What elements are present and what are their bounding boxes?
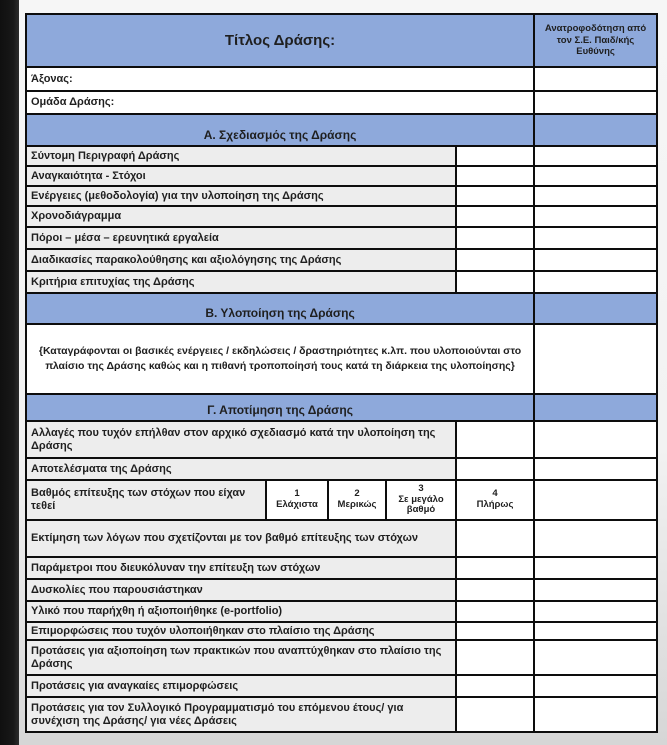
rating-value: 3 xyxy=(418,482,424,494)
table-row xyxy=(26,206,657,227)
input-cell xyxy=(456,640,534,675)
row-label: Προτάσεις για τον Συλλογικό Προγραμματισμό του επόμενου έτους/ για συνέχιση της Δράσης/ για νέες Δράσεις xyxy=(26,697,456,732)
input-cell xyxy=(456,227,534,249)
table-row xyxy=(26,458,657,480)
row-label: Αποτελέσματα της Δράσης xyxy=(26,458,456,480)
input-cell xyxy=(456,601,534,622)
feedback-cell xyxy=(534,520,657,557)
rating-label: Βαθμός επίτευξης των στόχων που είχαν τεθεί xyxy=(26,480,266,520)
info-row-team xyxy=(26,91,657,114)
input-cell xyxy=(456,271,534,293)
table-row xyxy=(26,166,657,186)
input-cell xyxy=(456,186,534,206)
feedback-cell xyxy=(534,114,657,146)
table-row xyxy=(26,675,657,697)
row-label: Αναγκαιότητα - Στόχοι xyxy=(26,166,456,186)
section-c-header-row xyxy=(26,394,657,421)
input-cell xyxy=(456,520,534,557)
input-cell xyxy=(456,249,534,271)
input-cell xyxy=(456,557,534,579)
feedback-cell xyxy=(534,166,657,186)
row-label: Πόροι – μέσα – ερευνητικά εργαλεία xyxy=(26,227,456,249)
feedback-cell xyxy=(534,249,657,271)
table-row xyxy=(26,601,657,622)
rating-option-2 xyxy=(328,480,386,520)
feedback-cell xyxy=(534,421,657,458)
table-row xyxy=(26,421,657,458)
input-cell xyxy=(456,421,534,458)
input-cell xyxy=(456,458,534,480)
feedback-cell xyxy=(534,227,657,249)
feedback-column-header: Ανατροφοδότηση από τον Σ.Ε. Παιδ/κής Ευθύνης xyxy=(534,14,657,67)
table-row xyxy=(26,579,657,601)
feedback-cell xyxy=(534,186,657,206)
form-title: Τίτλος Δράσης: xyxy=(26,14,534,67)
feedback-cell xyxy=(534,67,657,91)
feedback-cell xyxy=(534,579,657,601)
row-label: Προτάσεις για αξιοποίηση των πρακτικών που αναπτύχθηκαν στο πλαίσιο της Δράσης xyxy=(26,640,456,675)
rating-caption: Πλήρως xyxy=(476,499,514,510)
title-row xyxy=(26,14,657,67)
input-cell xyxy=(456,622,534,640)
row-label: Κριτήρια επιτυχίας της Δράσης xyxy=(26,271,456,293)
row-label: Επιμορφώσεις που τυχόν υλοποιήθηκαν στο πλαίσιο της Δράσης xyxy=(26,622,456,640)
input-cell xyxy=(456,675,534,697)
input-cell xyxy=(456,697,534,732)
row-label: Χρονοδιάγραμμα xyxy=(26,206,456,227)
row-label: Ενέργειες (μεθοδολογία) για την υλοποίηση της Δράσης xyxy=(26,186,456,206)
row-label: Ομάδα Δράσης: xyxy=(26,91,534,114)
row-label: Υλικό που παρήχθη ή αξιοποιήθηκε (e-portfolio) xyxy=(26,601,456,622)
rating-option-3 xyxy=(386,480,456,520)
table-row xyxy=(26,557,657,579)
table-row xyxy=(26,271,657,293)
section-b-note: {Καταγράφονται οι βασικές ενέργειες / εκδηλώσεις / δραστηριότητες κ.λπ. που υλοποιούνται στο πλαίσιο της Δράσης καθώς και η πιθανή τροποποίησή τους κατά τη διάρκεια της υλοποίησης} xyxy=(26,324,534,394)
rating-row xyxy=(26,480,657,520)
rating-value: 4 xyxy=(492,488,498,500)
feedback-cell xyxy=(534,271,657,293)
input-cell xyxy=(456,206,534,227)
feedback-cell xyxy=(534,394,657,421)
rating-caption: Σε μεγάλο βαθμό xyxy=(398,493,444,516)
feedback-cell xyxy=(534,458,657,480)
feedback-cell xyxy=(534,697,657,732)
section-c-title: Γ. Αποτίμηση της Δράσης xyxy=(26,394,534,421)
rating-option-4 xyxy=(456,480,534,520)
input-cell xyxy=(456,166,534,186)
table-row xyxy=(26,697,657,732)
input-cell xyxy=(456,146,534,166)
table-row xyxy=(26,146,657,166)
scan-edge-strip xyxy=(0,0,19,745)
row-label: Προτάσεις για αναγκαίες επιμορφώσεις xyxy=(26,675,456,697)
section-b-note-row xyxy=(26,324,657,394)
feedback-cell xyxy=(534,601,657,622)
row-label: Εκτίμηση των λόγων που σχετίζονται με τον βαθμό επίτευξης των στόχων xyxy=(26,520,456,557)
table-row xyxy=(26,520,657,557)
rating-caption: Ελάχιστα xyxy=(276,499,318,510)
input-cell xyxy=(456,579,534,601)
row-label: Αλλαγές που τυχόν επήλθαν στον αρχικό σχεδιασμό κατά την υλοποίηση της Δράσης xyxy=(26,421,456,458)
info-row-axis xyxy=(26,67,657,91)
feedback-cell xyxy=(534,293,657,324)
row-label: Δυσκολίες που παρουσιάστηκαν xyxy=(26,579,456,601)
feedback-cell xyxy=(534,91,657,114)
table-row xyxy=(26,227,657,249)
feedback-cell xyxy=(534,206,657,227)
feedback-cell xyxy=(534,480,657,520)
table-row xyxy=(26,249,657,271)
table-row xyxy=(26,186,657,206)
row-label: Άξονας: xyxy=(26,67,534,91)
action-form-table xyxy=(25,13,658,733)
section-b-header-row xyxy=(26,293,657,324)
feedback-cell xyxy=(534,146,657,166)
feedback-cell xyxy=(534,324,657,394)
section-a-title: Α. Σχεδιασμός της Δράσης xyxy=(26,114,534,146)
row-label: Παράμετροι που διευκόλυναν την επίτευξη των στόχων xyxy=(26,557,456,579)
rating-value: 2 xyxy=(354,488,360,500)
feedback-cell xyxy=(534,557,657,579)
row-label: Σύντομη Περιγραφή Δράσης xyxy=(26,146,456,166)
feedback-cell xyxy=(534,640,657,675)
feedback-cell xyxy=(534,622,657,640)
rating-option-1 xyxy=(266,480,328,520)
feedback-cell xyxy=(534,675,657,697)
rating-caption: Μερικώς xyxy=(337,499,377,510)
section-b-title: Β. Υλοποίηση της Δράσης xyxy=(26,293,534,324)
row-label: Διαδικασίες παρακολούθησης και αξιολόγησης της Δράσης xyxy=(26,249,456,271)
section-a-header-row xyxy=(26,114,657,146)
table-row xyxy=(26,622,657,640)
rating-value: 1 xyxy=(294,488,300,500)
table-row xyxy=(26,640,657,675)
